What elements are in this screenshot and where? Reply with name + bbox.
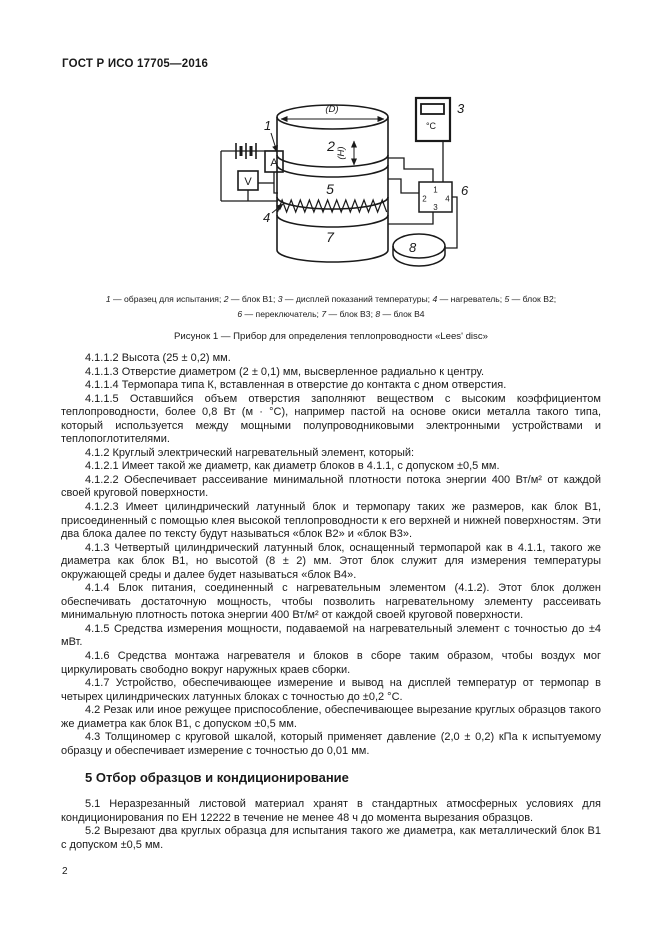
switch-terminal-2: 2 xyxy=(422,194,427,204)
legend-label: — нагреватель; xyxy=(437,294,505,304)
pos-6-switch: 6 xyxy=(461,183,469,198)
diameter-dim-label: (D) xyxy=(325,104,339,115)
voltmeter-label: V xyxy=(244,176,252,188)
switch-terminal-4: 4 xyxy=(445,194,450,204)
ammeter-label: A xyxy=(270,157,278,169)
switch-box xyxy=(419,182,469,212)
legend-label: — образец для испытания; xyxy=(110,294,224,304)
paragraph-4-2: 4.2 Резак или иное режущее приспособление, обеспечивающее вырезание круглых образцов такого же диаметра как блок В1, с допуском ±0,5 мм. xyxy=(61,704,601,730)
paragraph-4-3: 4.3 Толщиномер с круговой шкалой, который применяет давление (2,0 ± 0,2) кПа к испытуемому образцу и обеспечивает измерение с точностью до 0,01 мм. xyxy=(61,731,601,757)
paragraph-5-1: 5.1 Неразрезанный листовой материал хранят в стандартных атмосферных условиях для кондиционирования по ЕН 12222 в течение не менее 48 ч до момента вырезания образцов. xyxy=(61,797,601,824)
legend-line-2 xyxy=(61,307,601,322)
paragraph-4-1-2-2: 4.1.2.2 Обеспечивает рассеивание минимальной плотности потока энергии 400 Вт/м² от каждой своей круговой поверхности. xyxy=(61,473,601,500)
pos-3-display: 3 xyxy=(457,101,465,116)
legend-num: 2 xyxy=(223,294,229,304)
pos-1-sample: 1 xyxy=(264,118,272,133)
paragraph-4-1-5: 4.1.5 Средства измерения мощности, подаваемой на нагревательный элемент с точностью до ±4 мВт. xyxy=(61,622,601,649)
paragraph-4-1-2: 4.1.2 Круглый электрический нагревательный элемент, который: xyxy=(85,446,415,459)
legend-label: — блок В2; xyxy=(509,294,557,304)
pos-2-block-b1: 2 xyxy=(327,138,335,154)
legend-num: 8 xyxy=(375,309,381,319)
paragraph-4-1-1-5: 4.1.1.5 Оставшийся объем отверстия заполняют веществом с высоким коэффициентом теплопроводности, более 0,8 Вт (м · °С), например пастой на основе окиси металла такого типа, который используется между мощными полупроводниковыми электронными устройствами и теплопоглотителями. xyxy=(61,392,601,446)
paragraph-4-1-1-4: 4.1.1.4 Термопара типа К, вставленная в отверстие до контакта с дном отверстия. xyxy=(85,379,507,392)
dimension-lines xyxy=(281,104,384,165)
power-measure-circuit xyxy=(221,143,283,201)
switch-terminal-1: 1 xyxy=(433,185,438,195)
block-b4-disc xyxy=(393,234,445,266)
height-dim-label: (H) xyxy=(336,146,347,160)
legend-label: — блок В3; xyxy=(326,309,376,319)
figure-1-diagram xyxy=(195,88,535,295)
pos-4-heater: 4 xyxy=(263,210,271,225)
legend-label: — переключатель; xyxy=(242,309,322,319)
legend-num: 3 xyxy=(277,294,283,304)
temperature-display xyxy=(416,98,465,141)
legend-label: — дисплей показаний температуры; xyxy=(282,294,433,304)
standard-designation: ГОСТ Р ИСО 17705—2016 xyxy=(62,58,209,70)
legend-num: 7 xyxy=(321,309,327,319)
pos-7-block-b3: 7 xyxy=(326,229,334,245)
page-number: 2 xyxy=(62,866,68,877)
legend-num: 4 xyxy=(432,294,438,304)
paragraph-4-1-1-3: 4.1.1.3 Отверстие диаметром (2 ± 0,1) мм, высверленное радиально к центру. xyxy=(85,365,485,378)
figure-caption: Рисунок 1 — Прибор для определения теплопроводности «Lees' disc» xyxy=(174,331,488,342)
paragraph-4-1-6: 4.1.6 Средства монтажа нагревателя и блоков в сборе таким образом, чтобы воздух мог циркулировать свободно вокруг наружных краев сборки. xyxy=(61,650,601,676)
pos-8-block-b4: 8 xyxy=(409,240,417,255)
paragraph-4-1-2-3: 4.1.2.3 Имеет цилиндрический латунный блок и термопару таких же размеров, как блок В1, присоединенный с помощью клея высокой теплопроводности к его верхней и нижней поверхностям. Эти два блока далее по тексту будут называться «блок В2» и «блок В3». xyxy=(61,501,601,541)
legend-num: 6 xyxy=(237,309,243,319)
paragraph-5-2: 5.2 Вырезают два круглых образца для испытания такого же диаметра, как металлический блок В1 с допуском ±0,5 мм. xyxy=(61,825,601,851)
celsius-label: °C xyxy=(425,121,437,131)
section-5-heading: 5 Отбор образцов и кондиционирование xyxy=(85,770,349,786)
paragraph-4-1-2-1: 4.1.2.1 Имеет такой же диаметр, как диаметр блоков в 4.1.1, с допуском ±0,5 мм. xyxy=(85,460,500,473)
heater-zigzag xyxy=(278,200,387,212)
body-text xyxy=(61,352,601,852)
legend-num: 5 xyxy=(504,294,510,304)
legend-label: — блок В1; xyxy=(228,294,278,304)
pos-5-block-b2: 5 xyxy=(326,181,334,197)
paragraph-4-1-3: 4.1.3 Четвертый цилиндрический латунный блок, оснащенный термопарой как в 4.1.1, такого же диаметра как блок В1, но высотой (8 ± 2) мм. Этот блок служит для измерения температуры окружающей среды и далее будет называться «блок В4». xyxy=(61,541,601,581)
figure-legend xyxy=(61,292,601,322)
paragraph-4-1-4: 4.1.4 Блок питания, соединенный с нагревательным элементом (4.1.2). Этот блок должен обеспечивать достаточную мощность, чтобы позволить нагревательному элементу рассеивать минимальную плотность потока энергии 400 Вт/м² от каждой своей круговой поверхности. xyxy=(61,582,601,622)
legend-label: — блок В4 xyxy=(380,309,425,319)
legend-num: 1 xyxy=(105,294,111,304)
switch-terminal-3: 3 xyxy=(433,203,438,212)
paragraph-4-1-1-2: 4.1.1.2 Высота (25 ± 0,2) мм. xyxy=(85,352,231,364)
paragraph-4-1-7: 4.1.7 Устройство, обеспечивающее измерение и вывод на дисплей температур от термопар в четырех цилиндрических латунных блоках с точностью до ±0,2 °С. xyxy=(61,677,601,703)
legend-line-1 xyxy=(61,292,601,307)
